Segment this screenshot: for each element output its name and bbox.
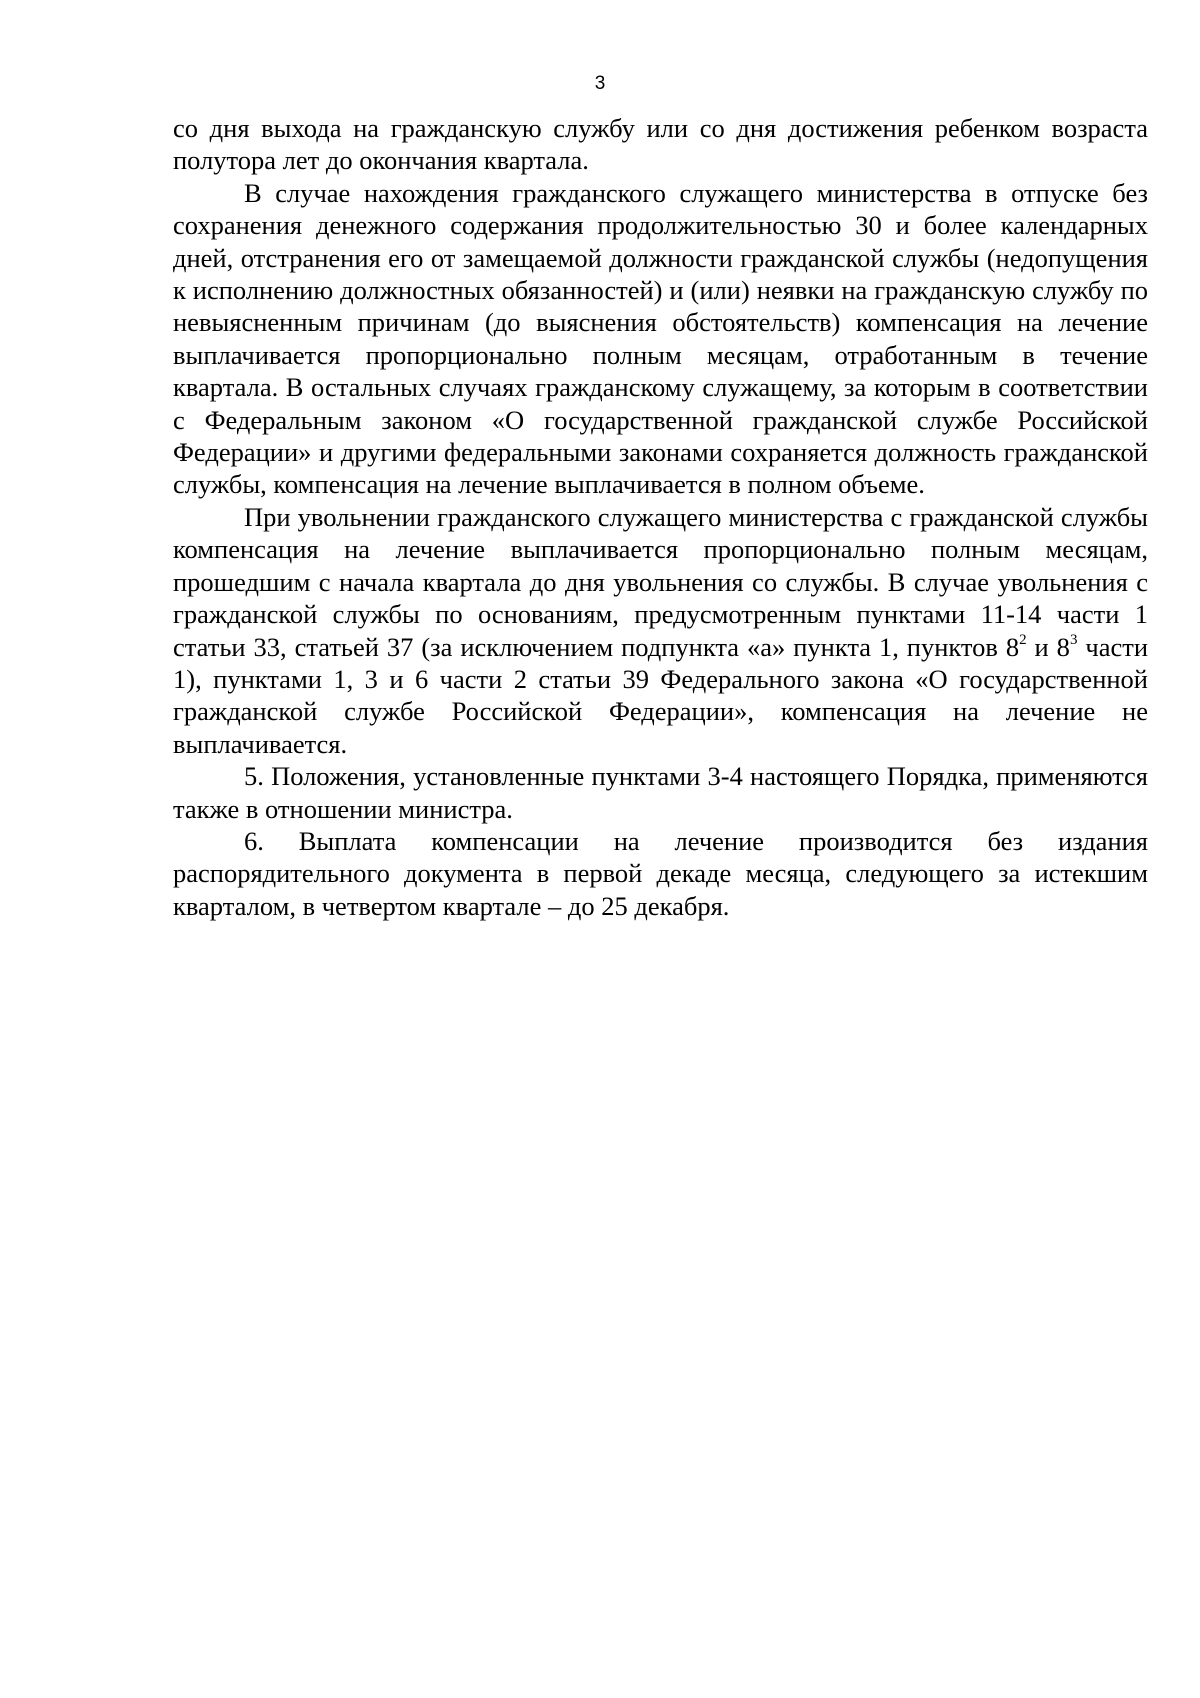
paragraph-dismissal-part3: части 1), пунктами 1, 3 и 6 части 2 статьи 39 Федерального закона «О государственной гражданской службе Российской Федерации», компенсация на лечение не выплачивается.	[173, 631, 1148, 759]
paragraph-leave-without-pay: В случае нахождения гражданского служащего министерства в отпуске без сохранения денежного содержания продолжительностью 30 и более календарных дней, отстранения его от замещаемой должности гражданской службы (недопущения к исполнению должностных обязанностей) и (или) неявки на гражданскую службу по невыясненным причинам (до выяснения обстоятельств) компенсация на лечение выплачивается пропорционально полным месяцам, отработанным в течение квартала. В остальных случаях гражданскому служащему, за которым в соответствии с Федеральным законом «О государственной гражданской службе Российской Федерации» и другими федеральными законами сохраняется должность гражданской службы, компенсация на лечение выплачивается в полном объеме.	[173, 177, 1148, 500]
superscript-2: 2	[1019, 631, 1027, 648]
paragraph-dismissal-part2: и 8	[1026, 631, 1070, 662]
document-body	[173, 112, 1148, 922]
page-number: 3	[594, 73, 606, 94]
paragraph-dismissal-part1: При увольнении гражданского служащего министерства с гражданской службы компенсация на лечение выплачивается пропорционально полным месяцам, прошедшим с начала квартала до дня увольнения со службы. В случае увольнения с гражданской службы по основаниям, предусмотренным пунктами 11-14 части 1 статьи 33, статьей 37 (за исключением подпункта «а» пункта 1, пунктов 8	[173, 501, 1148, 662]
paragraph-dismissal	[173, 501, 1148, 760]
paragraph-item-5: 5. Положения, установленные пунктами 3-4 настоящего Порядка, применяются также в отношении министра.	[173, 761, 1148, 824]
superscript-3: 3	[1069, 631, 1078, 648]
paragraph-item-6: 6. Выплата компенсации на лечение производится без издания распорядительного документа в первой декаде месяца, следующего за истекшим кварталом, в четвертом квартале – до 25 декабря.	[173, 825, 1148, 921]
paragraph-continuation: со дня выхода на гражданскую службу или со дня достижения ребенком возраста полутора лет до окончания квартала.	[173, 113, 1148, 176]
